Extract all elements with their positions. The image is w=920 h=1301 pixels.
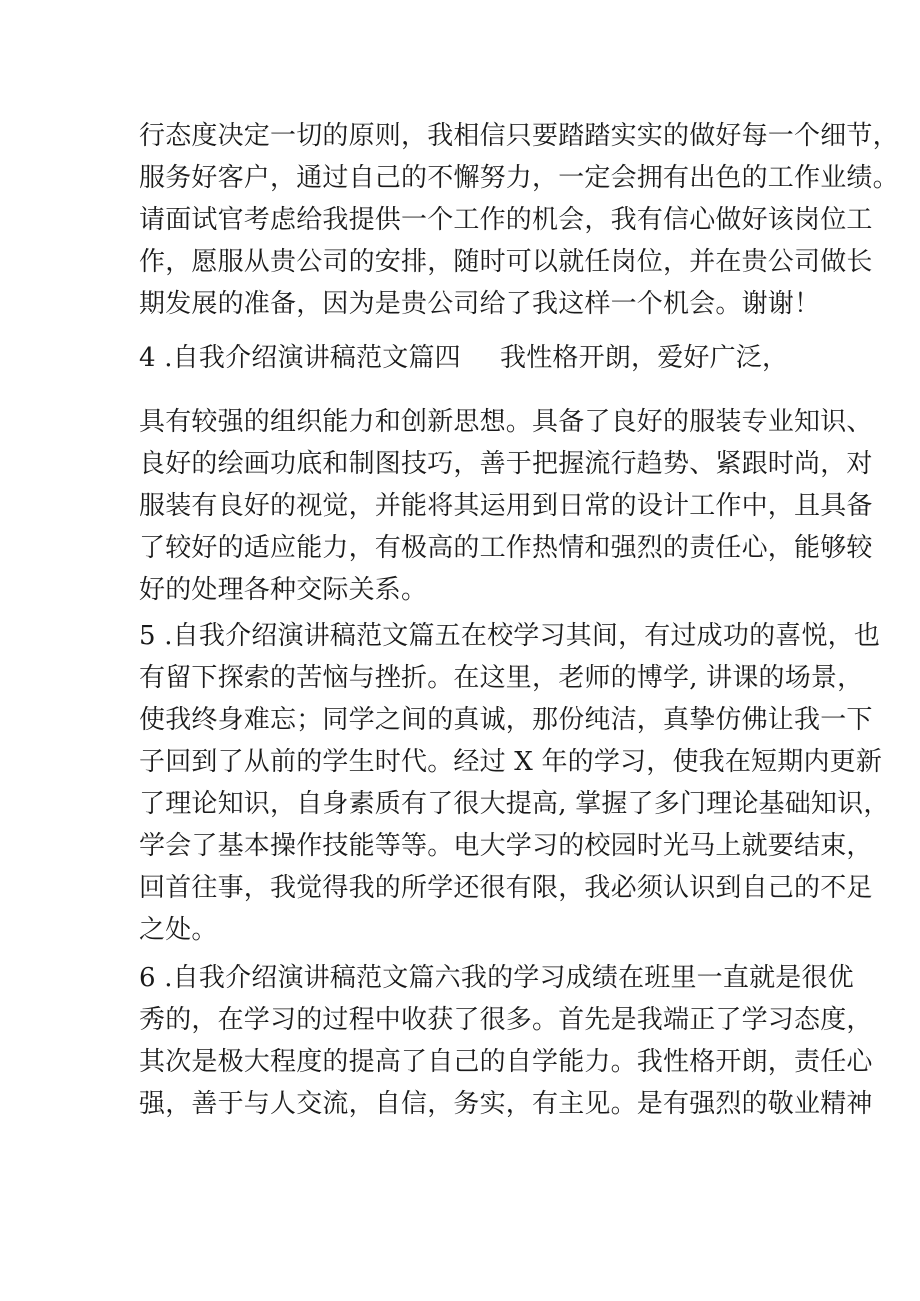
section-4-heading-line <box>139 340 789 376</box>
paragraph-line: 子回到了从前的学生时代。经过 X 年的学习，使我在短期内更新 <box>139 747 883 777</box>
paragraph-line: 有留下探索的苦恼与挫折。在这里，老师的博学, 讲课的场景， <box>139 663 864 693</box>
paragraph-line: 服装有良好的视觉，并能将其运用到日常的设计工作中，且具备 <box>139 491 873 521</box>
section-4-heading: 4 .自我介绍演讲稿范文篇四 <box>139 343 461 373</box>
paragraph-line: 强，善于与人交流，自信，务实，有主见。是有强烈的敬业精神 <box>139 1089 873 1119</box>
paragraph-line: 之处。 <box>139 915 218 945</box>
paragraph-line: 了较好的适应能力，有极高的工作热情和强烈的责任心，能够较 <box>139 533 873 563</box>
paragraph-line: 学会了基本操作技能等等。电大学习的校园时光马上就要结束， <box>139 831 873 861</box>
paragraph-line: 请面试官考虑给我提供一个工作的机会，我有信心做好该岗位工 <box>139 205 873 235</box>
paragraph-line: 期发展的准备，因为是贵公司给了我这样一个机会。谢谢！ <box>139 289 821 319</box>
section-6-line: 6 .自我介绍演讲稿范文篇六我的学习成绩在班里一直就是很优 <box>139 963 854 993</box>
paragraph-line: 良好的绘画功底和制图技巧，善于把握流行趋势、紧跟时尚，对 <box>139 449 873 479</box>
section-4-inline-text: 我性格开朗，爱好广泛， <box>500 343 789 373</box>
paragraph-line: 秀的，在学习的过程中收获了很多。首先是我端正了学习态度， <box>139 1005 873 1035</box>
paragraph-line: 其次是极大程度的提高了自己的自学能力。我性格开朗，责任心 <box>139 1047 873 1077</box>
paragraph-line: 回首往事，我觉得我的所学还很有限，我必须认识到自己的不足 <box>139 873 873 903</box>
paragraph-line: 作，愿服从贵公司的安排，随时可以就任岗位，并在贵公司做长 <box>139 247 873 277</box>
paragraph-line: 具有较强的组织能力和创新思想。具备了良好的服装专业知识、 <box>139 407 873 437</box>
paragraph-line: 使我终身难忘；同学之间的真诚，那份纯洁，真挚仿佛让我一下 <box>139 705 873 735</box>
paragraph-line: 好的处理各种交际关系。 <box>139 575 428 605</box>
paragraph-line: 服务好客户，通过自己的不懈努力，一定会拥有出色的工作业绩。 <box>139 163 899 193</box>
paragraph-line: 行态度决定一切的原则，我相信只要踏踏实实的做好每一个细节， <box>139 121 899 151</box>
paragraph-line: 了理论知识，自身素质有了很大提高, 掌握了多门理论基础知识， <box>139 789 890 819</box>
section-5-line: 5 .自我介绍演讲稿范文篇五在校学习其间，有过成功的喜悦，也 <box>139 621 881 651</box>
